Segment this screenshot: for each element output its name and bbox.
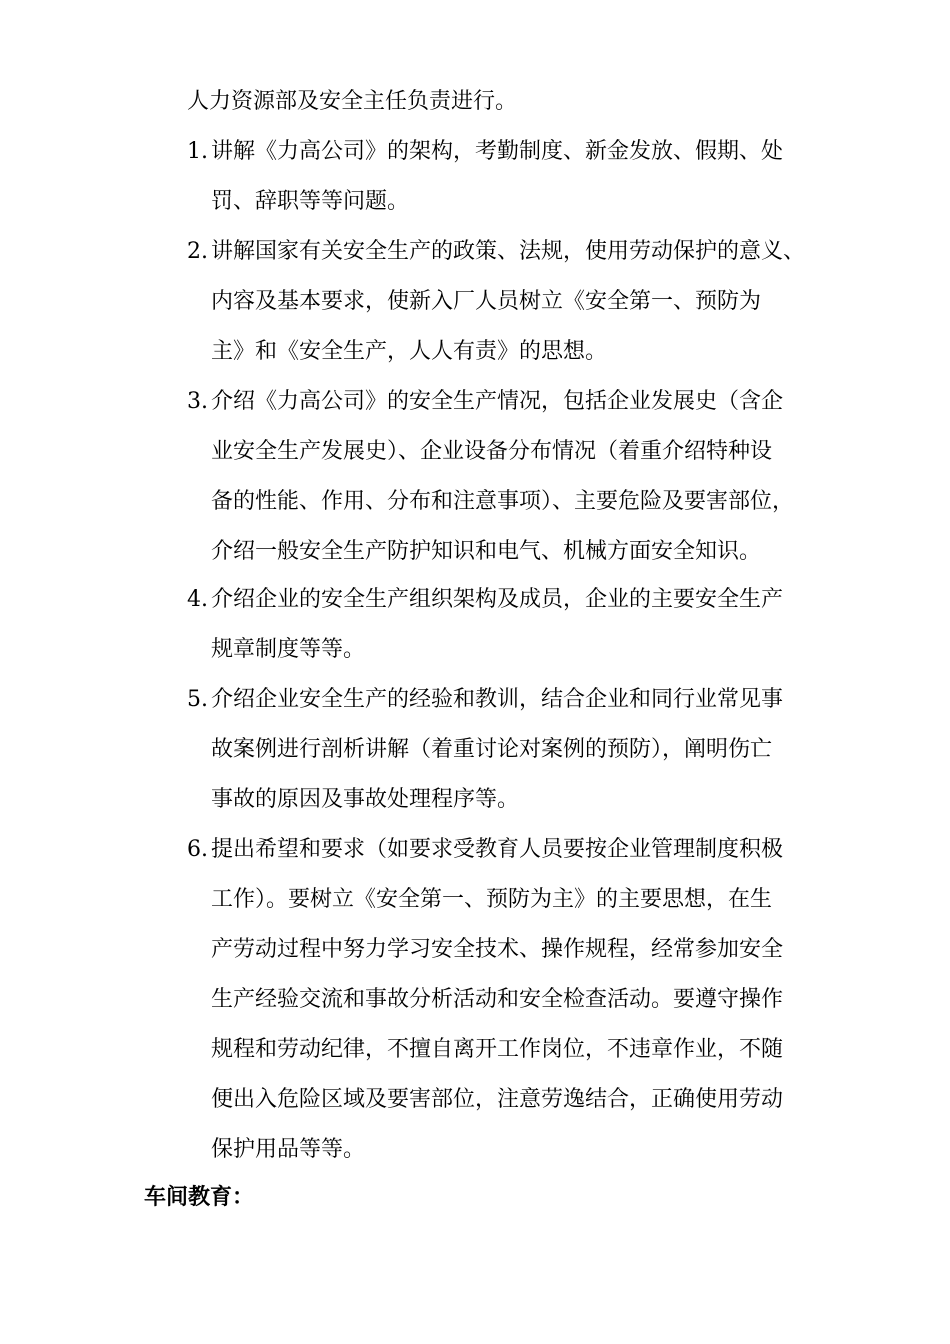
- list-item-number: 6.: [187, 837, 208, 862]
- list-item-line: 业安全生产发展史）、企业设备分布情况（着重介绍特种设: [211, 439, 773, 464]
- list-item-line: 产劳动过程中努力学习安全技术、操作规程，经常参加安全: [211, 937, 784, 962]
- list-item-line: 讲解《力高公司》的架构，考勤制度、新金发放、假期、处: [211, 139, 784, 164]
- list-item-line: 主》和《安全生产，人人有责》的思想。: [211, 339, 608, 364]
- list-item-number: 4.: [187, 587, 208, 612]
- list-item-line: 故案例进行剖析讲解（着重讨论对案例的预防），阐明伤亡: [211, 737, 773, 762]
- list-item-number: 5.: [187, 687, 208, 712]
- list-item-line: 介绍企业的安全生产组织架构及成员，企业的主要安全生产: [211, 587, 784, 612]
- list-item-line: 生产经验交流和事故分析活动和安全检查活动。要遵守操作: [211, 987, 784, 1012]
- list-item-line: 事故的原因及事故处理程序等。: [211, 787, 520, 812]
- list-item-line: 提出希望和要求（如要求受教育人员要按企业管理制度积极: [211, 837, 784, 862]
- list-item-line: 罚、辞职等等问题。: [211, 189, 410, 214]
- list-item-line: 介绍《力高公司》的安全生产情况，包括企业发展史（含企: [211, 389, 784, 414]
- list-item-line: 保护用品等等。: [211, 1137, 366, 1162]
- list-item-number: 3.: [187, 389, 208, 414]
- list-item-line: 介绍企业安全生产的经验和教训，结合企业和同行业常见事: [211, 687, 784, 712]
- list-item-line: 介绍一般安全生产防护知识和电气、机械方面安全知识。: [211, 539, 762, 564]
- list-item-line: 内容及基本要求，使新入厂人员树立《安全第一、预防为: [211, 289, 762, 314]
- list-item-line: 规章制度等等。: [211, 637, 366, 662]
- list-item-number: 1.: [187, 139, 208, 164]
- list-item-line: 讲解国家有关安全生产的政策、法规，使用劳动保护的意义、: [211, 239, 806, 264]
- intro-text: 人力资源部及安全主任负责进行。: [187, 89, 518, 114]
- section-heading: 车间教育：: [144, 1185, 255, 1210]
- list-item-number: 2.: [187, 239, 208, 264]
- list-item-line: 便出入危险区域及要害部位，注意劳逸结合，正确使用劳动: [211, 1087, 784, 1112]
- list-item-line: 规程和劳动纪律，不擅自离开工作岗位，不违章作业，不随: [211, 1037, 784, 1062]
- list-item-line: 备的性能、作用、分布和注意事项）、主要危险及要害部位，: [211, 489, 795, 514]
- list-item-line: 工作）。要树立《安全第一、预防为主》的主要思想，在生: [211, 887, 773, 912]
